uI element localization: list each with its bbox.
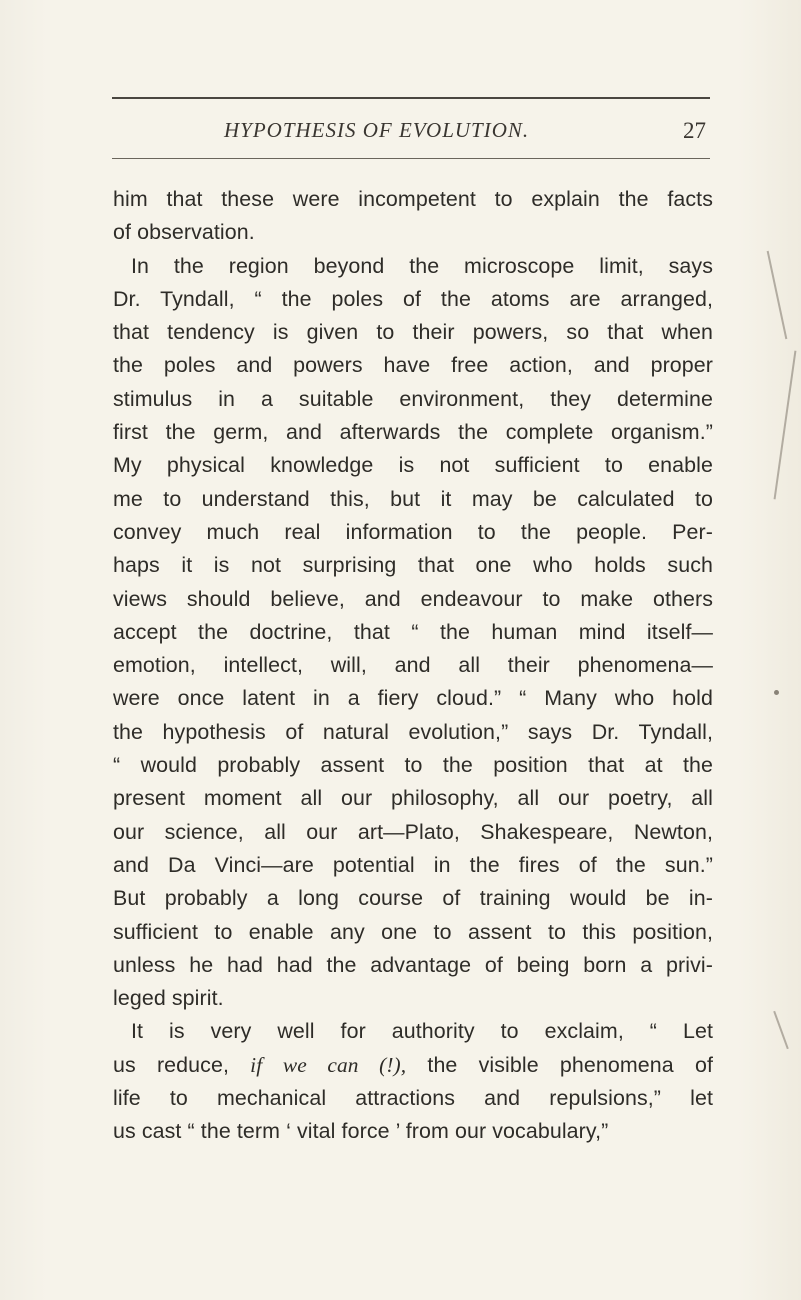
top-rule — [112, 97, 710, 99]
text-line: life to mechanical attractions and repulsions,” let — [113, 1086, 713, 1111]
text-line: leged spirit. — [113, 986, 224, 1011]
text-line: views should believe, and endeavour to make others — [113, 586, 713, 611]
running-head-title: HYPOTHESIS OF EVOLUTION. — [224, 118, 530, 142]
text-line: stimulus in a suitable environment, they determine — [113, 386, 713, 411]
text-line: emotion, intellect, will, and all their phenomena— — [113, 653, 713, 678]
text-line: present moment all our philosophy, all our poetry, all — [113, 786, 713, 811]
text-line: But probably a long course of training would be in- — [113, 886, 713, 911]
text-line: and Da Vinci—are potential in the fires of the sun.” — [113, 852, 713, 877]
text-line: our science, all our art—Plato, Shakespeare, Newton, — [113, 819, 713, 844]
text-line: the poles and powers have free action, and proper — [113, 353, 713, 378]
text-line: him that these were incompetent to explain the facts — [113, 187, 713, 211]
text-line: My physical knowledge is not sufficient to enable — [113, 453, 713, 478]
text-line: “ would probably assent to the position that at the — [113, 753, 713, 778]
text-line: accept the doctrine, that “ the human mind itself— — [113, 619, 713, 644]
text-line: that tendency is given to their powers, so that when — [113, 320, 713, 345]
text-line: were once latent in a fiery cloud.” “ Many who hold — [113, 686, 713, 711]
text-line: In the region beyond the microscope limit, says — [131, 253, 713, 278]
margin-mark — [774, 690, 779, 695]
text-line: sufficient to enable any one to assent to this position, — [113, 919, 713, 944]
text-line: of observation. — [113, 220, 255, 245]
text-line: haps it is not surprising that one who holds such — [113, 553, 713, 578]
margin-mark — [774, 351, 797, 500]
running-head — [112, 118, 710, 150]
text-line: Dr. Tyndall, “ the poles of the atoms are arranged, — [113, 286, 713, 311]
text-line: It is very well for authority to exclaim, “ Let — [131, 1019, 713, 1044]
text-line: us reduce, if we can (!), the visible phenomena of — [113, 1052, 713, 1077]
text-line: unless he had had the advantage of being born a privi- — [113, 952, 713, 977]
text-line: convey much real information to the people. Per- — [113, 519, 713, 544]
text-line: the hypothesis of natural evolution,” says Dr. Tyndall, — [113, 719, 713, 744]
body-text — [113, 183, 713, 1149]
text-line: me to understand this, but it may be calculated to — [113, 486, 713, 511]
text-line: us cast “ the term ‘ vital force ’ from our vocabulary,” — [113, 1119, 609, 1144]
margin-mark — [773, 1011, 789, 1049]
italic-phrase: if we can (!), — [250, 1052, 407, 1077]
header-rule — [112, 158, 710, 159]
page-number: 27 — [683, 118, 706, 143]
text-line: first the germ, and afterwards the complete organism.” — [113, 420, 713, 445]
margin-mark — [767, 251, 788, 339]
margin-marks — [770, 250, 800, 1050]
